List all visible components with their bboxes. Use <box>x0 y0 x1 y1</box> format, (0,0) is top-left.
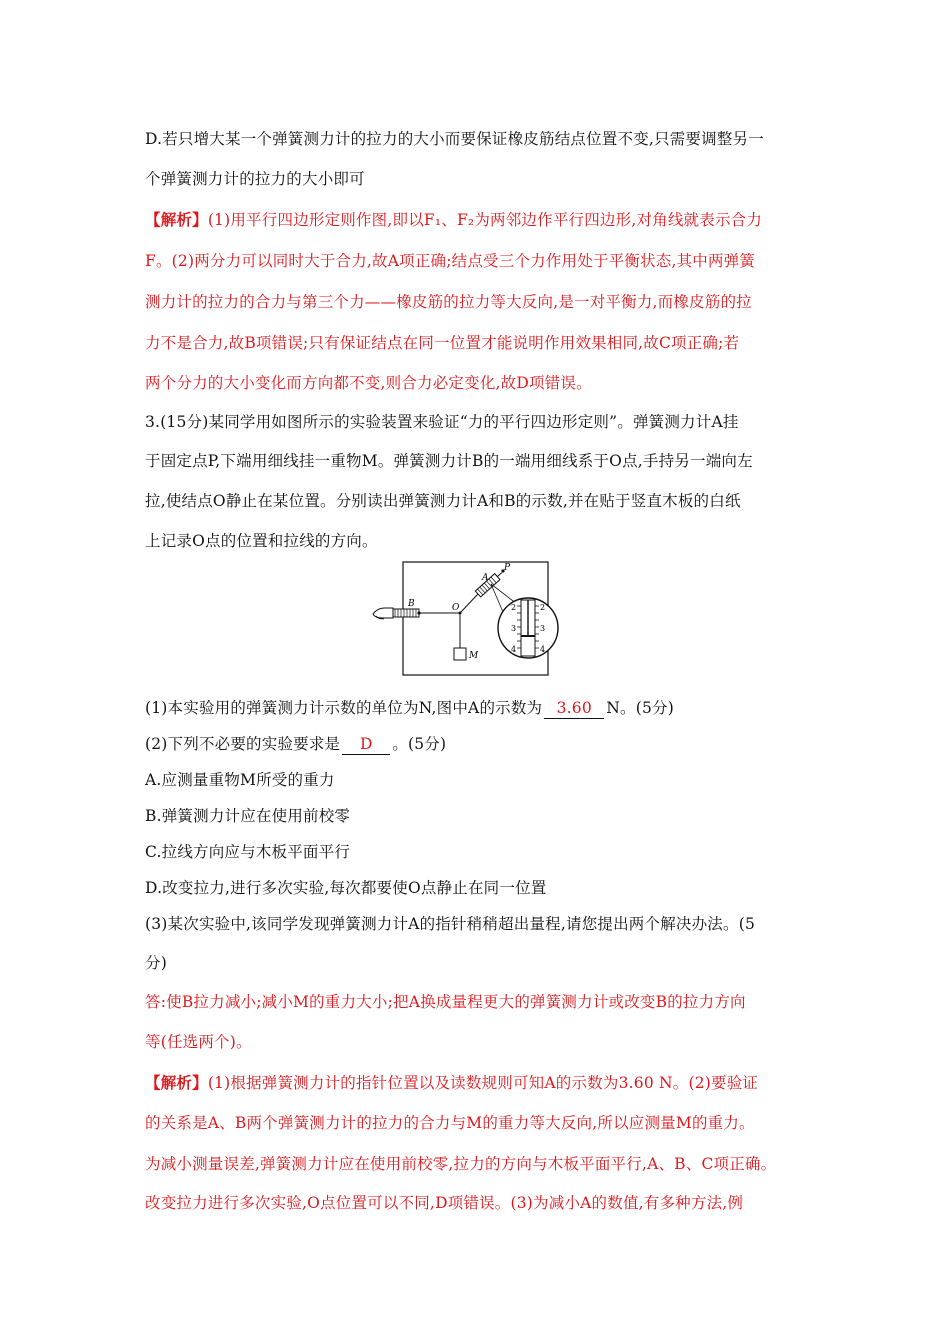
analysis2-text-1: (1)根据弹簧测力计的指针位置以及读数规则可知A的示数为3.60 N。(2)要验证 <box>207 1074 759 1092</box>
subquestion-3-line-2: 分) <box>145 954 167 972</box>
label-o: O <box>452 603 460 613</box>
spring-scale-b <box>393 609 419 617</box>
label-b: B <box>408 599 415 609</box>
scale-right-2: 2 <box>540 603 546 612</box>
spring-scale-a <box>475 570 504 597</box>
question3-line-3: 拉,使结点O静止在某位置。分别读出弹簧测力计A和B的示数,并在贴于竖直木板的白纸 <box>145 492 741 510</box>
sub1-suffix: N。(5分) <box>606 699 674 717</box>
option-d: D.改变拉力,进行多次实验,每次都要使O点静止在同一位置 <box>145 879 547 897</box>
analysis-tag: 【解析】 <box>145 210 208 229</box>
label-m: M <box>469 651 479 661</box>
option-a: A.应测量重物M所受的重力 <box>145 771 335 789</box>
analysis2-line-2: 的关系是A、B两个弹簧测力计的拉力的合力与M的重力等大反向,所以应测量M的重力。 <box>145 1114 755 1132</box>
subquestion-3-line-1: (3)某次实验中,该同学发现弹簧测力计A的指针稍稍超出量程,请您提出两个解决办法。(5 <box>145 915 756 933</box>
sub1-prefix: (1)本实验用的弹簧测力计示数的单位为N,图中A的示数为 <box>145 699 543 717</box>
answer3-line-2: 等(任选两个)。 <box>145 1033 252 1051</box>
weight-m <box>454 648 466 660</box>
scale-right-3: 3 <box>540 624 546 633</box>
option-b: B.弹簧测力计应在使用前校零 <box>145 807 351 825</box>
answer3-line-1: 答:使B拉力减小;减小M的重力大小;把A换成量程更大的弹簧测力计或改变B的拉力方向 <box>145 993 746 1011</box>
analysis1-line-4: 力不是合力,故B项错误;只有保证结点在同一位置才能说明作用效果相同,故C项正确;若 <box>145 334 740 352</box>
scale-left-4: 4 <box>511 645 517 654</box>
analysis2-line-1 <box>145 1073 758 1093</box>
analysis1-line-3: 测力计的拉力的合力与第三个力——橡皮筋的拉力等大反向,是一对平衡力,而橡皮筋的拉 <box>145 293 752 311</box>
analysis2-tag: 【解析】 <box>145 1073 208 1092</box>
scale-left-2: 2 <box>511 603 517 612</box>
option-d-line-2: 个弹簧测力计的拉力的大小即可 <box>145 170 365 188</box>
analysis1-line-2: F。(2)两分力可以同时大于合力,故A项正确;结点受三个力作用处于平衡状态,其中两弹簧 <box>145 252 756 270</box>
sub2-answer: D <box>342 734 390 755</box>
experiment-figure <box>370 558 585 680</box>
analysis1-text-1: (1)用平行四边形定则作图,即以F₁、F₂为两邻边作平行四边形,对角线就表示合力 <box>207 211 763 229</box>
subquestion-2 <box>145 734 446 755</box>
option-c: C.拉线方向应与木板平面平行 <box>145 843 351 861</box>
label-p: P <box>504 563 511 573</box>
option-d-line-1: D.若只增大某一个弹簧测力计的拉力的大小而要保证橡皮筋结点位置不变,只需要调整另一 <box>145 130 764 148</box>
analysis2-line-4: 改变拉力进行多次实验,O点位置可以不同,D项错误。(3)为减小A的数值,有多种方法,例 <box>145 1194 744 1212</box>
analysis2-line-3: 为减小测量误差,弹簧测力计应在使用前校零,拉力的方向与木板平面平行,A、B、C项正确。 <box>145 1155 777 1173</box>
scale-right-4: 4 <box>540 645 546 654</box>
string-a <box>460 594 478 613</box>
sub1-answer: 3.60 <box>544 698 604 719</box>
sub2-suffix: 。(5分) <box>392 735 447 753</box>
analysis1-line-5: 两个分力的大小变化而方向都不变,则合力必定变化,故D项错误。 <box>145 374 592 392</box>
spring-a-hook <box>497 573 501 577</box>
question3-line-1: 3.(15分)某同学用如图所示的实验装置来验证“力的平行四边形定则”。弹簧测力计A挂 <box>145 413 739 431</box>
question3-line-2: 于固定点P,下端用细线挂一重物M。弹簧测力计B的一端用细线系于O点,手持另一端向左 <box>145 452 753 470</box>
sub2-prefix: (2)下列不必要的实验要求是 <box>145 735 341 753</box>
scale-left-3: 3 <box>511 624 517 633</box>
analysis1-line-1 <box>145 210 762 230</box>
question3-line-4: 上记录O点的位置和拉线的方向。 <box>145 532 378 550</box>
hook-b <box>417 611 420 614</box>
label-a: A <box>482 573 489 583</box>
subquestion-1 <box>145 698 674 719</box>
